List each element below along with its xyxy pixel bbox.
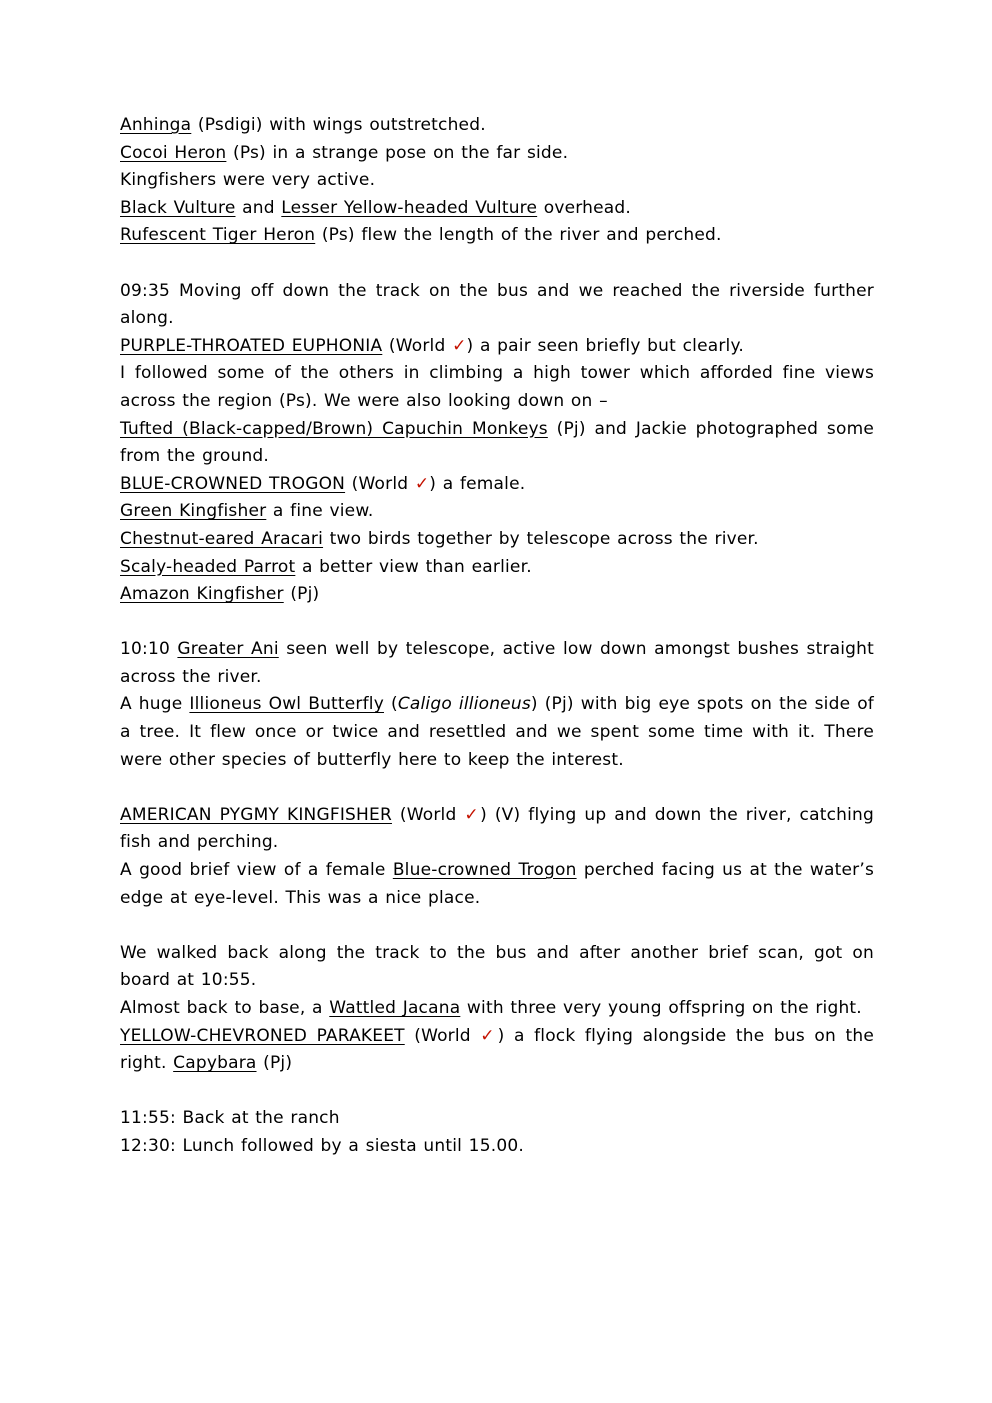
text-run: (Ps) in a strange pose on the far side. xyxy=(226,142,569,163)
text-run: 11:55: Back at the ranch xyxy=(120,1108,340,1129)
document-body xyxy=(120,112,874,1161)
blank-line xyxy=(120,609,874,637)
paragraph xyxy=(120,333,874,361)
paragraph xyxy=(120,802,874,857)
text-run: (World xyxy=(382,335,453,356)
text-run: 12:30: Lunch followed by a siesta until 15.00. xyxy=(120,1135,524,1156)
text-run: ) a flock flying alongside the bus on the right. xyxy=(120,1025,874,1074)
text-run: A huge xyxy=(120,694,190,715)
paragraph xyxy=(120,1105,874,1133)
checkmark-icon: ✓ xyxy=(414,473,430,494)
species-name: Lesser Yellow-headed Vulture xyxy=(281,197,538,218)
text-run: (Pj) xyxy=(283,584,320,605)
blank-line xyxy=(120,250,874,278)
paragraph xyxy=(120,995,874,1023)
species-name: PURPLE-THROATED EUPHONIA xyxy=(120,335,383,356)
species-name: AMERICAN PYGMY KINGFISHER xyxy=(120,804,392,825)
text-run: 10:10 xyxy=(120,639,178,660)
scientific-name: Caligo illioneus xyxy=(397,694,531,715)
paragraph xyxy=(120,140,874,168)
paragraph xyxy=(120,526,874,554)
checkmark-icon: ✓ xyxy=(480,1025,498,1046)
text-run: (Pj) and Jackie photographed some from the ground. xyxy=(120,418,874,467)
paragraph xyxy=(120,278,874,333)
species-name: Chestnut-eared Aracari xyxy=(120,528,324,549)
blank-line xyxy=(120,912,874,940)
paragraph xyxy=(120,222,874,250)
text-run: 09:35 Moving off down the track on the bus and we reached the riverside further along. xyxy=(120,280,874,329)
paragraph xyxy=(120,498,874,526)
paragraph xyxy=(120,581,874,609)
text-run: A good brief view of a female xyxy=(120,860,393,881)
paragraph xyxy=(120,940,874,995)
paragraph xyxy=(120,360,874,415)
checkmark-icon: ✓ xyxy=(452,335,467,356)
text-run: ( xyxy=(384,694,398,715)
species-name: Rufescent Tiger Heron xyxy=(120,225,316,246)
paragraph xyxy=(120,554,874,582)
text-run: and xyxy=(235,197,282,218)
species-name: Blue-crowned Trogon xyxy=(392,860,577,881)
species-name: Anhinga xyxy=(120,115,192,135)
text-run: perched facing us at the water’s edge at eye-level. This was a nice place. xyxy=(120,860,875,908)
species-name: Green Kingfisher xyxy=(120,501,267,522)
text-run: ) (Pj) with big eye spots on the side of a tree. It flew once or twice and resettled and we spent some time with it. There were other species of butterfly here to keep the interest. xyxy=(120,694,874,770)
species-name: Illioneus Owl Butterfly xyxy=(189,694,384,715)
paragraph xyxy=(120,471,874,499)
text-run: (World xyxy=(345,473,415,494)
text-run: a fine view. xyxy=(266,501,374,522)
species-name: YELLOW-CHEVRONED PARAKEET xyxy=(120,1025,405,1046)
paragraph xyxy=(120,112,874,140)
text-run: (Pj) xyxy=(256,1053,293,1074)
text-run: (World xyxy=(391,804,465,825)
text-run: I followed some of the others in climbing a high tower which afforded fine views across the region (Ps). We were also looking down on – xyxy=(120,363,874,411)
paragraph xyxy=(120,857,874,912)
species-name: Capybara xyxy=(173,1053,257,1074)
text-run: (Psdigi) with wings outstretched. xyxy=(191,115,486,135)
text-run: with three very young offspring on the right. xyxy=(460,998,862,1018)
blank-line xyxy=(120,774,874,802)
paragraph xyxy=(120,1023,874,1078)
species-name: BLUE-CROWNED TROGON xyxy=(120,473,346,494)
paragraph xyxy=(120,1133,874,1161)
paragraph xyxy=(120,636,874,691)
paragraph xyxy=(120,691,874,774)
paragraph xyxy=(120,195,874,223)
text-run: ) a pair seen briefly but clearly. xyxy=(466,335,744,356)
species-name: Scaly-headed Parrot xyxy=(120,556,296,577)
text-run: a better view than earlier. xyxy=(295,556,532,577)
species-name: Greater Ani xyxy=(177,639,279,660)
paragraph xyxy=(120,416,874,471)
text-run: ) a female. xyxy=(429,473,526,494)
species-name: Amazon Kingfisher xyxy=(120,584,284,605)
text-run: two birds together by telescope across the river. xyxy=(323,528,759,549)
text-run: (World xyxy=(404,1025,481,1046)
text-run: ) (V) flying up and down the river, catching fish and perching. xyxy=(120,804,874,853)
text-run: seen well by telescope, active low down amongst bushes straight across the river. xyxy=(120,639,875,687)
species-name: Tufted (Black-capped/Brown) Capuchin Monkeys xyxy=(120,418,548,439)
text-run: We walked back along the track to the bus and after another brief scan, got on board at 10:55. xyxy=(120,942,874,991)
species-name: Cocoi Heron xyxy=(120,142,227,163)
species-name: Black Vulture xyxy=(120,197,236,218)
blank-line xyxy=(120,1078,874,1106)
text-run: Kingfishers were very active. xyxy=(120,170,376,191)
text-run: Almost back to base, a xyxy=(120,998,330,1018)
text-run: overhead. xyxy=(537,197,632,218)
text-run: (Ps) flew the length of the river and perched. xyxy=(315,225,722,246)
species-name: Wattled Jacana xyxy=(329,998,461,1018)
checkmark-icon: ✓ xyxy=(464,804,481,825)
paragraph xyxy=(120,167,874,195)
